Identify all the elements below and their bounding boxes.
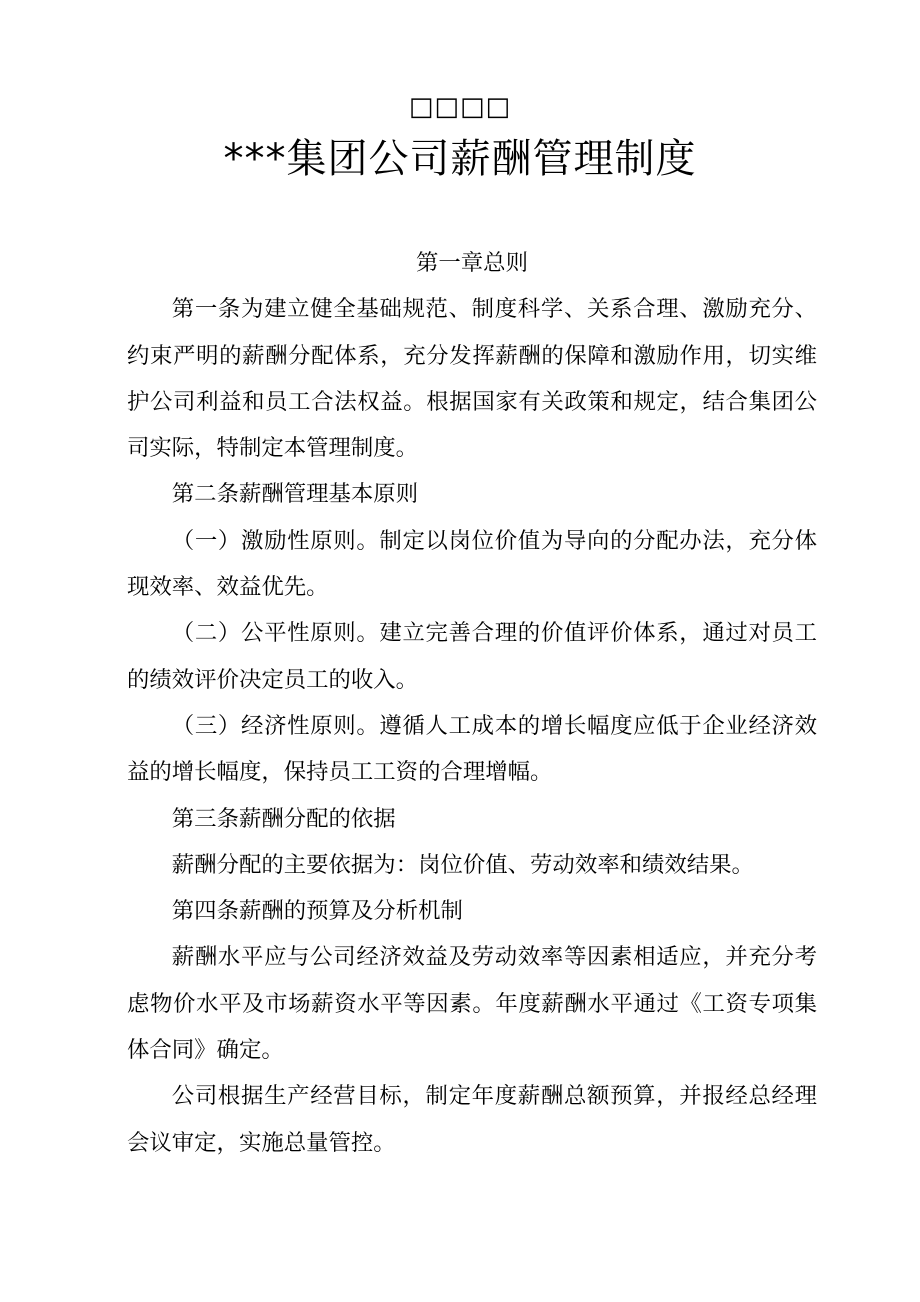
paragraph-article-4-body-1: 薪酬水平应与公司经济效益及劳动效率等因素相适应，并充分考虑物价水平及市场薪资水平等因素。年度薪酬水平通过《工资专项集体合同》确定。 bbox=[127, 944, 817, 1064]
chapter-heading: 第一章总则 bbox=[416, 250, 528, 276]
document-title: ***集团公司薪酬管理制度 bbox=[223, 136, 697, 182]
paragraph-principle-incentive: （一）激励性原则。制定以岗位价值为导向的分配办法，充分体现效率、效益优先。 bbox=[127, 527, 817, 601]
placeholder-boxes: □□□□ bbox=[408, 92, 512, 122]
paragraph-article-3-heading: 第三条薪酬分配的依据 bbox=[171, 805, 396, 832]
paragraph-principle-economy: （三）经济性原则。遵循人工成本的增长幅度应低于企业经济效益的增长幅度，保持员工工资的合理增幅。 bbox=[127, 712, 817, 786]
paragraph-principle-fairness: （二）公平性原则。建立完善合理的价值评价体系，通过对员工的绩效评价决定员工的收入。 bbox=[127, 620, 817, 693]
paragraph-article-4-body-2: 公司根据生产经营目标，制定年度薪酬总额预算，并报经总经理会议审定，实施总量管控。 bbox=[127, 1083, 817, 1156]
paragraph-article-2-heading: 第二条薪酬管理基本原则 bbox=[171, 481, 419, 508]
paragraph-article-4-heading: 第四条薪酬的预算及分析机制 bbox=[171, 898, 463, 925]
document-body bbox=[127, 240, 817, 1166]
paragraph-article-3-body: 薪酬分配的主要依据为：岗位价值、劳动效率和绩效结果。 bbox=[171, 851, 754, 878]
paragraph-article-1: 第一条为建立健全基础规范、制度科学、关系合理、激励充分、约束严明的薪酬分配体系，充分发挥薪酬的保障和激励作用，切实维护公司利益和员工合法权益。根据国家有关政策和规定，结合集团公司实际，特制定本管理制度。 bbox=[127, 296, 817, 462]
